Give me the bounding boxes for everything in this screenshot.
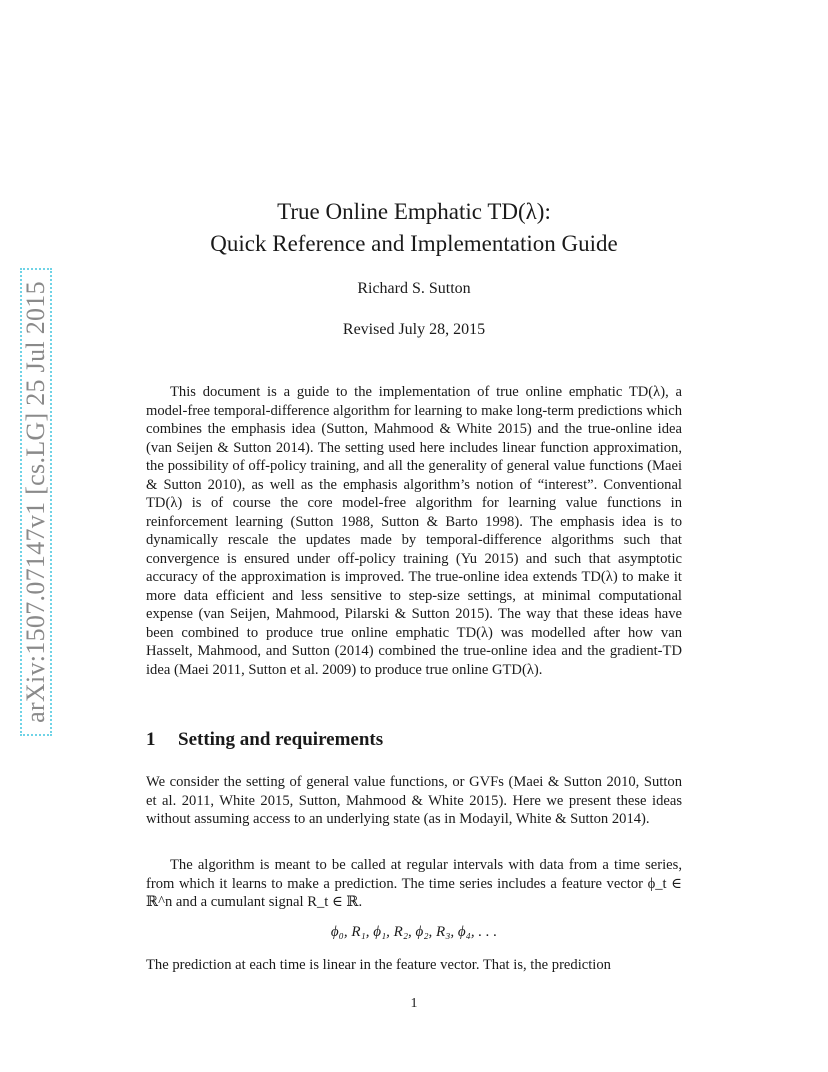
revised-date: Revised July 28, 2015	[342, 321, 486, 338]
section-title: Setting and requirements	[178, 729, 384, 750]
abstract: This document is a guide to the implementation of true online emphatic TD(λ), a model-free temporal-difference algorithm for learning to make long-term predictions which combines the emphasis idea (Sutton, Mahmood & White 2015) and the true-online idea (van Seijen & Sutton 2014). The setting used here includes linear function approximation, the possibility of off-policy training, and all the generality of general value functions (Maei & Sutton 2010), as well as the emphasis algorithm’s notion of “interest”. Conventional TD(λ) is of course the core model-free algorithm for learning value functions in reinforcement learning (Sutton 1988, Sutton & Barto 1998). The emphasis idea is to dynamically rescale the updates made by temporal-difference algorithms such that convergence is ensured under off-policy training (Yu 2015) and such that asymptotic accuracy of the approximation is improved. The true-online idea extends TD(λ) to make it more data efficient and less sensitive to step-size settings, at minimal computational expense (van Seijen, Mahmood, Pilarski & Sutton 2015). The way that these ideas have been combined to produce true online emphatic TD(λ) was modelled after how van Hasselt, Mahmood, and Sutton (2014) combined the true-online idea and the gradient-TD idea (Maei 2011, Sutton et al. 2009) to produce true online GTD(λ).	[146, 384, 682, 678]
title-line-1: True Online Emphatic TD(λ):	[277, 199, 551, 224]
section-number: 1	[146, 729, 156, 750]
paper-title	[0, 196, 828, 260]
title-line-2: Quick Reference and Implementation Guide	[210, 231, 618, 256]
paragraph-1: We consider the setting of general value functions, or GVFs (Maei & Sutton 2010, Sutton et al. 2011, White 2015, Sutton, Mahmood & White 2015). Here we present these ideas without assuming access to an underlying state (as in Modayil, White & Sutton 2014).	[146, 774, 682, 827]
equation: ϕ₀, R₁, ϕ₁, R₂, ϕ₂, R₃, ϕ₄, . . .	[330, 924, 498, 940]
paragraph-2: The algorithm is meant to be called at regular intervals with data from a time series, from which it learns to make a prediction. The time series includes a feature vector ϕ_t ∈ ℝ^n and a cumulant signal R_t ∈ ℝ.	[146, 857, 682, 910]
page-number: 1	[410, 996, 418, 1011]
author: Richard S. Sutton	[357, 280, 471, 297]
arxiv-stamp-text: arXiv:1507.07147v1 [cs.LG] 25 Jul 2015	[21, 281, 51, 723]
paragraph-3: The prediction at each time is linear in the feature vector. That is, the prediction	[146, 957, 611, 973]
section-heading	[146, 729, 383, 751]
